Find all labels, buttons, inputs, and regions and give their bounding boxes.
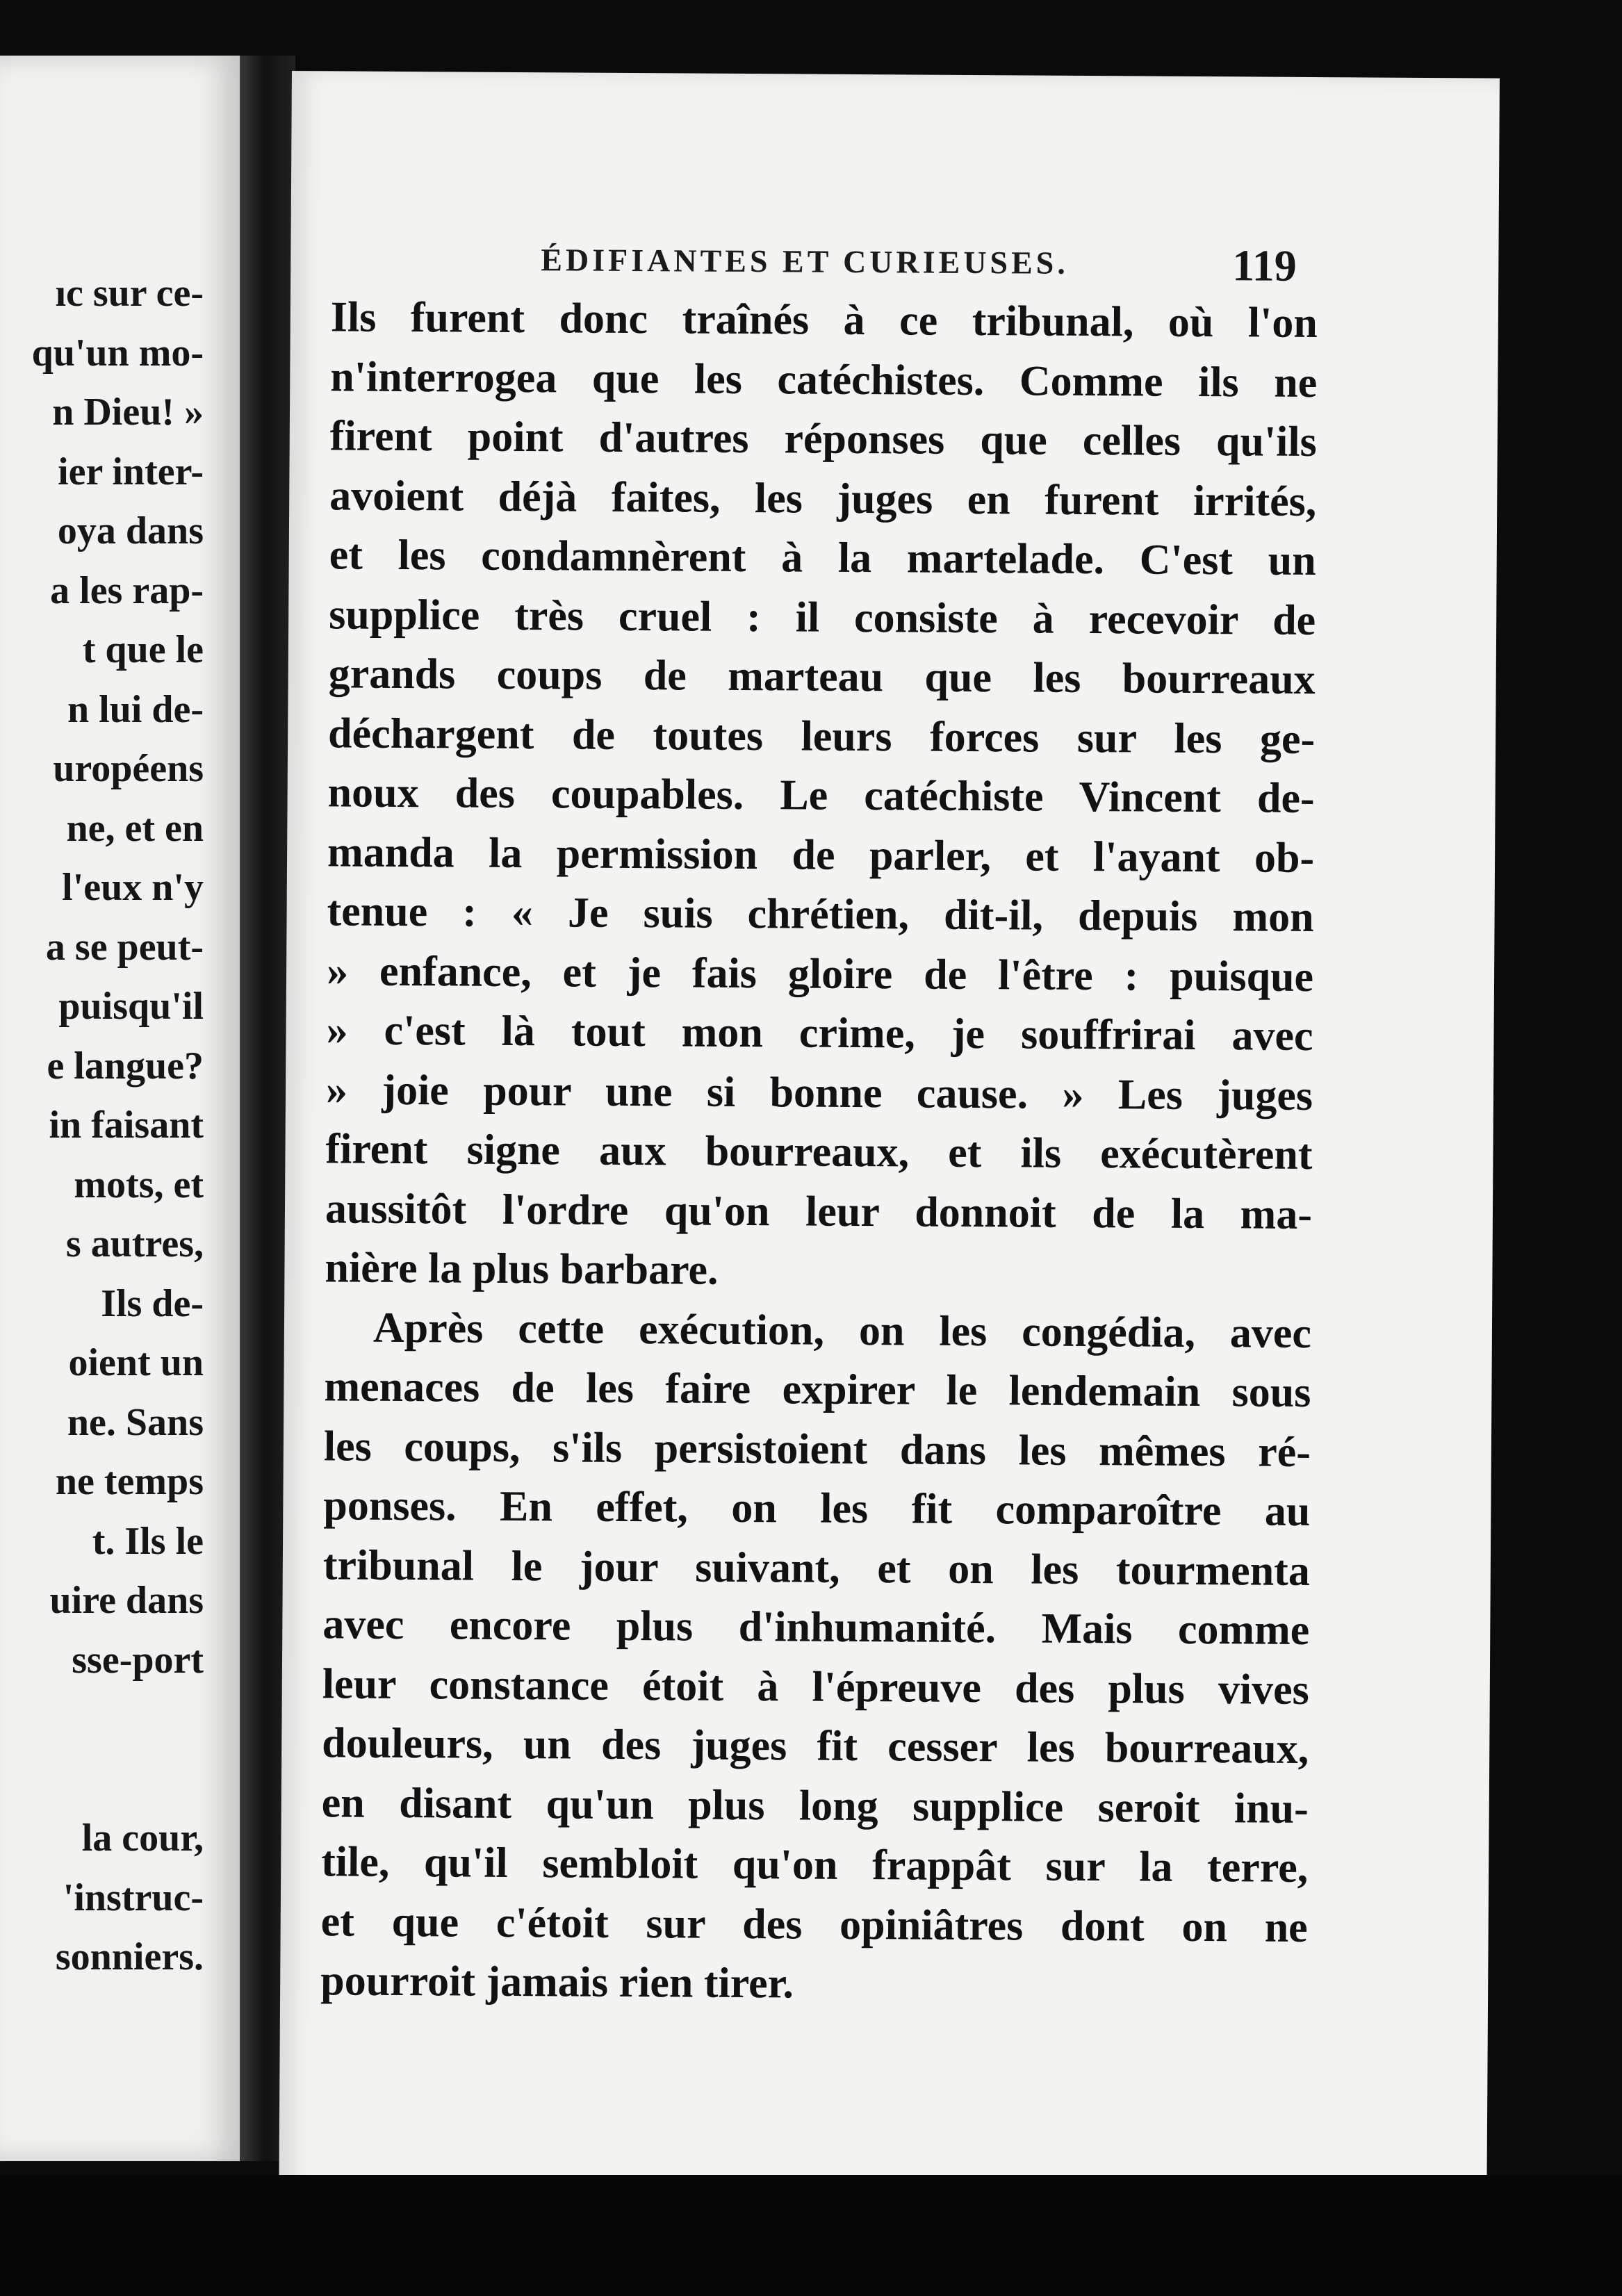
text-line: n'interrogea que les catéchistes. Comme ils ne [330,352,1318,407]
scan-bottom-edge [0,2175,1622,2296]
left-line: ier inter- [58,450,204,493]
left-line: la cour, [81,1817,204,1860]
text-line: déchargent de toutes leurs forces sur les ge- [327,709,1316,763]
text-line: douleurs, un des juges fit cesser les bourreaux, [322,1719,1309,1773]
left-line: s autres, [65,1222,204,1265]
left-line: Ils de- [101,1281,204,1325]
text-line: ponses. En effet, on les fit comparoître au [323,1482,1311,1535]
left-line: t que le [82,628,204,671]
text-line: aussitôt l'ordre qu'on leur donnoit de la ma- [325,1184,1313,1238]
text-line: leur constance étoit à l'épreuve des plus vives [322,1659,1310,1714]
text-line: Après cette exécution, on les congédia, avec [372,1304,1312,1357]
text-line: supplice très cruel : il consiste à recevoir de [329,590,1316,644]
left-line: uire dans [49,1579,204,1622]
body-text [320,288,1318,2017]
text-line: menaces de les faire expirer le lendemain sous [324,1363,1311,1416]
left-line: puisqu'il [58,985,204,1028]
text-line: et que c'étoit sur des opiniâtres dont on ne [320,1897,1308,1951]
left-line-gap [0,1690,204,1809]
left-line: l'eux n'y [62,866,204,909]
left-line: a les rap- [50,568,204,612]
text-line: avec encore plus d'inhumanité. Mais comme [322,1600,1310,1654]
page-number: 119 [1232,240,1297,290]
left-line: 'instruc- [63,1876,204,1919]
text-line: firent signe aux bourreaux, et ils exécutèrent [325,1125,1313,1179]
running-head-title: ÉDIFIANTES ET CURIEUSES. [541,242,1070,281]
text-line: Ils furent donc traînés à ce tribunal, où l'on [330,293,1318,347]
scan-right-edge [1500,0,1622,2296]
text-line: tenue : « Je suis chrétien, dit-il, depuis mon [327,887,1314,942]
text-line: tile, qu'il sembloit qu'on frappât sur la terre, [321,1838,1309,1892]
text-line: en disant qu'un plus long supplice seroit inu- [321,1778,1309,1832]
left-line: mots, et [74,1163,204,1206]
text-line: firent point d'autres réponses que celles qu'ils [329,412,1317,466]
left-line: ne temps [55,1460,204,1503]
text-line: tribunal le jour suivant, et on les tourmenta [322,1541,1311,1595]
left-line: oya dans [57,509,204,552]
left-line: t. Ils le [92,1519,204,1563]
left-line: ne, et en [66,806,204,850]
right-page [279,71,1500,2216]
left-line: in faisant [49,1104,204,1147]
text-line: avoient déjà faites, les juges en furent irrités, [329,471,1317,525]
text-line: manda la permission de parler, et l'ayant ob- [327,828,1315,882]
text-line: » c'est là tout mon crime, je souffrirai avec [326,1006,1313,1060]
left-line: uropéens [53,747,204,790]
left-line: n Dieu! » [52,391,204,434]
left-line: qu'un mo- [31,331,204,375]
left-line: ne. Sans [67,1400,204,1444]
text-line: nière la plus barbare. [325,1244,719,1294]
text-line: grands coups de marteau que les bourreaux [328,650,1316,704]
text-line: noux des coupables. Le catéchiste Vincent de- [327,769,1315,823]
text-line: » joie pour une si bonne cause. » Les juges [325,1065,1313,1120]
left-line: oient un [68,1341,204,1384]
left-line: ıc sur ce- [55,272,204,315]
text-line: » enfance, et je fais gloire de l'être : puisque [326,946,1314,1001]
left-line: n lui de- [67,687,204,731]
left-line: sse-port [72,1638,204,1682]
text-line: les coups, s'ils persistoient dans les mêmes ré- [323,1422,1311,1476]
text-line: et les condamnèrent à la martelade. C'est un [329,531,1316,585]
text-line: pourroit jamais rien tirer. [320,1957,794,2008]
left-line: sonniers. [55,1935,204,1978]
left-page [0,56,240,2161]
left-line: e langue? [47,1044,204,1088]
left-page-text [0,264,204,1987]
left-line: a se peut- [45,925,204,969]
